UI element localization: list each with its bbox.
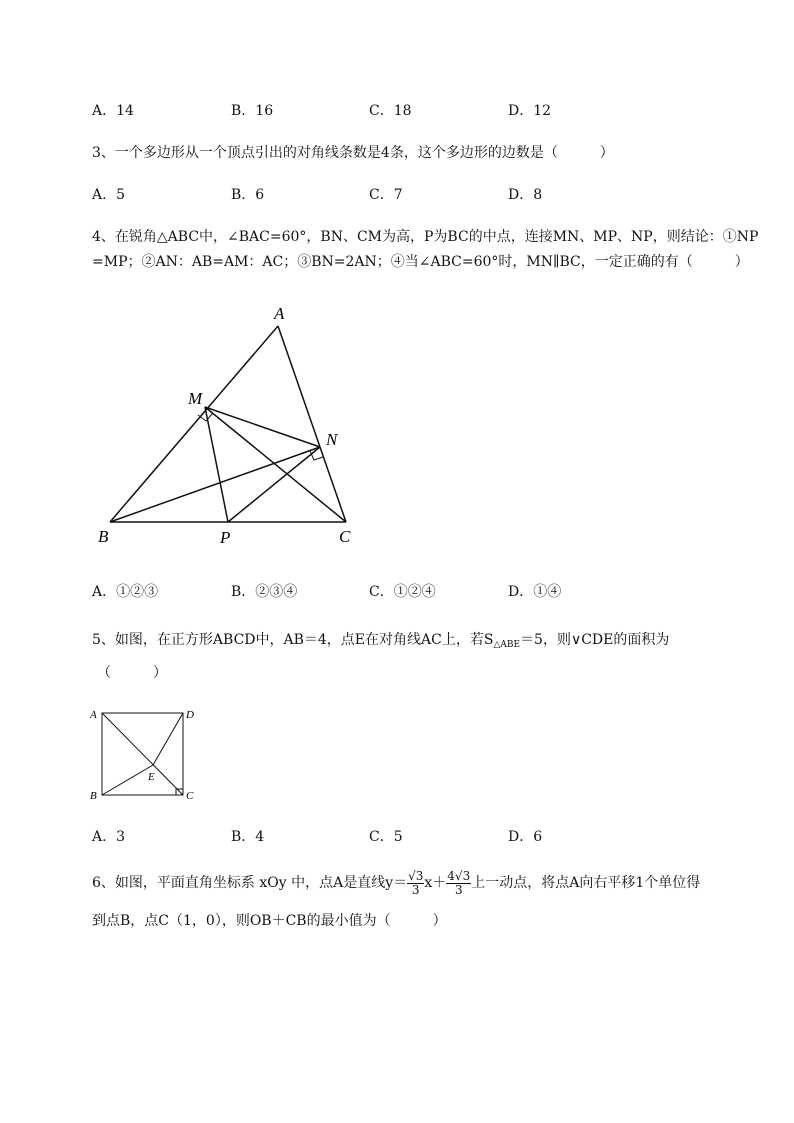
q2-option-d: D．12 <box>508 103 552 119</box>
label-b: B <box>98 527 109 546</box>
segment-np <box>228 447 320 522</box>
q6-fraction-2 <box>446 870 471 897</box>
segment-ed <box>153 713 183 765</box>
q5-square-figure <box>88 703 208 805</box>
label-c: C <box>186 790 194 802</box>
label-a: A <box>274 304 285 323</box>
fraction-2-denominator: 3 <box>454 882 463 897</box>
label-e: E <box>148 771 155 783</box>
q5-option-a: A．3 <box>92 829 126 845</box>
fraction-1-denominator: 3 <box>411 882 420 897</box>
q4-option-b: B．②③④ <box>231 584 298 600</box>
label-n: N <box>326 430 338 449</box>
q4-stem-line2: =MP；②AN：AB=AM：AC；③BN=2AN；④当∠ABC=60°时，MN∥BC，一定正确的有（ ） <box>92 254 749 270</box>
label-c: C <box>339 527 351 546</box>
q4-option-d: D．①④ <box>508 584 562 600</box>
label-p: P <box>220 528 231 547</box>
q3-option-d: D．8 <box>508 187 543 203</box>
label-a: A <box>90 709 97 721</box>
q5-area-subscript: △ABE <box>493 640 521 650</box>
q5-stem-line2: （ ） <box>97 665 167 681</box>
fraction-1-numerator: √3 <box>408 868 424 883</box>
q3-option-c: C．7 <box>369 187 403 203</box>
q5-stem-part2: ＝5，则∨CDE的面积为 <box>520 632 670 648</box>
label-m: M <box>188 389 203 408</box>
label-d: D <box>186 709 194 721</box>
q6-stem-part2: 上一动点，将点A向右平移1个单位得 <box>471 875 701 891</box>
q3-stem: 3、一个多边形从一个顶点引出的对角线条数是4条，这个多边形的边数是（ ） <box>92 145 614 161</box>
q4-stem-line1: 4、在锐角△ABC中，∠BAC=60°，BN、CM为高，P为BC的中点，连接MN、MP、NP，则结论：①NP <box>92 229 759 245</box>
segment-be <box>102 765 153 795</box>
q4-option-c: C．①②④ <box>369 584 436 600</box>
q5-stem-part1: 5、如图，在正方形ABCD中，AB＝4，点E在对角线AC上，若S <box>92 632 494 648</box>
q6-stem-part1: 6、如图，平面直角坐标系 xOy 中，点A是直线y＝ <box>92 875 408 891</box>
segment-mn <box>205 407 320 447</box>
q3-option-a: A．5 <box>92 187 126 203</box>
q6-stem-line2: 到点B，点C（1，0），则OB＋CB的最小值为（ ） <box>92 913 447 929</box>
q5-option-b: B．4 <box>231 829 265 845</box>
altitude-cm <box>205 407 346 522</box>
q3-option-b: B．6 <box>231 187 265 203</box>
q5-option-d: D．6 <box>508 829 543 845</box>
q6-stem-line1 <box>92 868 700 898</box>
label-b: B <box>90 790 97 802</box>
q2-option-a: A．14 <box>92 103 134 119</box>
right-angle-m <box>198 413 213 421</box>
q2-option-c: C．18 <box>369 103 412 119</box>
q2-option-b: B．16 <box>231 103 274 119</box>
q6-stem-mid: x＋ <box>424 875 447 891</box>
q5-stem-line1 <box>92 629 669 650</box>
q4-option-a: A．①②③ <box>92 584 159 600</box>
diagonal-ac <box>102 713 183 795</box>
q5-option-c: C．5 <box>369 829 403 845</box>
q6-fraction-1 <box>407 870 424 897</box>
q4-triangle-figure <box>90 295 380 555</box>
side-ac <box>278 326 346 522</box>
fraction-2-numerator: 4√3 <box>447 868 471 883</box>
segment-mp <box>205 407 228 522</box>
